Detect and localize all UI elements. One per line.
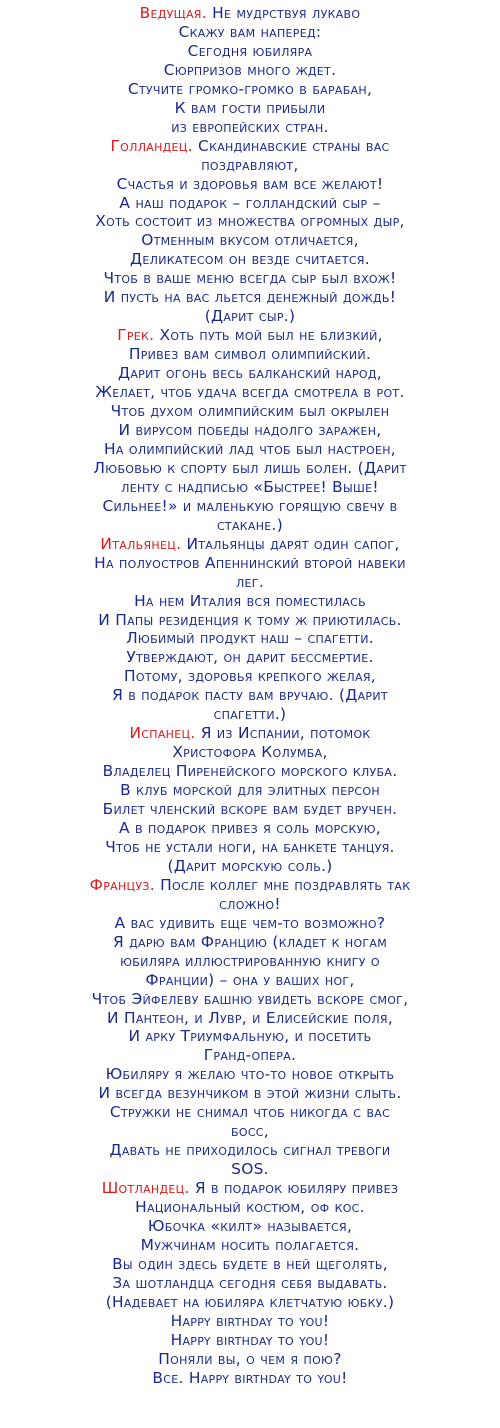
line-text: Вы один здесь будете в ней щеголять,: [112, 1254, 388, 1273]
poem-line: [2, 175, 498, 194]
line-text: Я в подарок юбиляру привез: [189, 1179, 399, 1198]
poem-line: [2, 914, 498, 933]
line-text: Национальный костюм, оф кос.: [135, 1198, 365, 1217]
line-text: Стружки не снимал чтоб никогда с вас: [109, 1103, 391, 1122]
speaker-line: [2, 724, 498, 743]
line-text: На нем Италия вся поместилась: [134, 591, 366, 610]
line-text: из европейских стран.: [171, 117, 329, 136]
line-text: И вирусом победы надолго заражен,: [118, 420, 382, 439]
poem-line: [2, 478, 498, 497]
line-text: Гранд-опера.: [203, 1046, 297, 1065]
line-text: После коллег мне поздравлять так: [154, 875, 411, 894]
line-text: Счастья и здоровья вам все желают!: [116, 174, 384, 193]
poem-line: [2, 686, 498, 705]
poem-line: [2, 592, 498, 611]
line-text: А вас удивить еще чем-то возможно?: [114, 913, 386, 932]
line-text: ленту с надписью «Быстрее! Выше!: [121, 477, 379, 496]
poem-line: [2, 895, 498, 914]
line-text: SOS.: [231, 1160, 269, 1179]
line-text: спагетти.): [213, 705, 287, 724]
poem-line: [2, 383, 498, 402]
line-text: Билет членский вскоре вам будет вручен.: [102, 800, 398, 819]
line-text: (Дарит сыр.): [204, 307, 296, 326]
poem-line: [2, 212, 498, 231]
poem-line: [2, 61, 498, 80]
line-text: И Папы резиденция к тому ж приютилась.: [98, 610, 402, 629]
poem-line: [2, 516, 498, 535]
poem-line: [2, 1065, 498, 1084]
speaker-line: [2, 4, 498, 23]
poem-line: [2, 819, 498, 838]
line-text: За шотландца сегодня себя выдавать.: [112, 1273, 388, 1292]
line-text: Сегодня юбиляра: [187, 41, 313, 60]
poem-line: [2, 781, 498, 800]
line-text: Потому, здоровья крепкого желая,: [124, 667, 376, 686]
line-text: Я из Испании, потомок: [195, 724, 371, 743]
speaker-line: [2, 1179, 498, 1198]
poem-line: [2, 1236, 498, 1255]
line-text: поздравляют,: [201, 155, 299, 174]
poem-line: [2, 99, 498, 118]
poem-line: [2, 1293, 498, 1312]
speaker-line: [2, 326, 498, 345]
line-text: Чтоб Эйфелеву башню увидеть вскоре смог,: [91, 989, 409, 1008]
line-text: Не мудрствуя лукаво: [206, 4, 361, 22]
poem-line: [2, 421, 498, 440]
poem-line: [2, 118, 498, 137]
poem-line: [2, 762, 498, 781]
line-text: Христофора Колумба,: [172, 743, 328, 762]
line-text: Скандинавские страны вас: [192, 136, 390, 155]
poem-line: [2, 23, 498, 42]
line-text: Сюрпризов много ждет.: [163, 60, 337, 79]
line-text: лег.: [235, 572, 265, 591]
line-text: Юбочка «килт» называется,: [147, 1217, 353, 1235]
line-text: Любовью к спорту был лишь болен. (Дарит: [93, 458, 407, 477]
poem-line: [2, 838, 498, 857]
line-text: Утверждают, он дарит бессмертие.: [126, 648, 374, 667]
line-text: Чтоб в ваше меню всегда сыр был вхож!: [103, 269, 397, 288]
line-text: На олимпийский лад чтоб был настроен,: [104, 439, 396, 458]
poem-line: [2, 194, 498, 213]
poem-line: [2, 1027, 498, 1046]
line-text: Хоть путь мой был не близкий,: [154, 326, 383, 345]
line-text: Happy birthday to you!: [170, 1311, 330, 1330]
line-text: Дарит огонь весь балканский народ,: [118, 364, 382, 383]
line-text: В клуб морской для элитных персон: [120, 781, 380, 800]
poem-line: [2, 990, 498, 1009]
line-text: Мужчинам носить полагается.: [140, 1235, 360, 1254]
poem-line: [2, 156, 498, 175]
line-text: Деликатесом он везде считается.: [130, 250, 370, 269]
poem-line: [2, 743, 498, 762]
line-text: Владелец Пиренейского морского клуба.: [102, 762, 398, 781]
poem-line: [2, 440, 498, 459]
line-text: И арку Триумфальную, и посетить: [128, 1027, 372, 1046]
line-text: Стучите громко-громко в барабан,: [127, 79, 373, 98]
speaker-name: Испанец.: [129, 724, 196, 743]
speaker-line: [2, 876, 498, 895]
line-text: Все. Happy birthday to you!: [152, 1368, 348, 1387]
poem-line: [2, 1274, 498, 1293]
poem-line: [2, 364, 498, 383]
line-text: А наш подарок – голландский сыр –: [119, 193, 381, 212]
poem-line: [2, 705, 498, 724]
poem-line: [2, 1009, 498, 1028]
line-text: Скажу вам наперед:: [178, 22, 322, 41]
line-text: Привез вам символ олимпийский.: [128, 345, 372, 364]
line-text: Давать не приходилось сигнал тревоги: [109, 1141, 391, 1160]
poem-line: [2, 1217, 498, 1236]
poem-line: [2, 857, 498, 876]
poem-line: [2, 971, 498, 990]
poem-line: [2, 667, 498, 686]
line-text: И всегда везунчиком в этой жизни слыть.: [98, 1084, 402, 1103]
line-text: Чтоб духом олимпийским был окрылен: [110, 402, 390, 421]
poem-line: [2, 1369, 498, 1388]
line-text: Любимый продукт наш – спагетти.: [126, 629, 374, 648]
poem-line: [2, 459, 498, 478]
poem-line: [2, 933, 498, 952]
poem-line: [2, 573, 498, 592]
speaker-name: Ведущая.: [139, 4, 207, 22]
line-text: Чтоб не устали ноги, на банкете танцуя.: [105, 837, 395, 856]
line-text: И Пантеон, и Лувр, и Елисейские поля,: [106, 1008, 394, 1027]
line-text: (Дарит морскую соль.): [167, 856, 333, 875]
line-text: Итальянцы дарят один сапог,: [181, 534, 400, 553]
poem-line: [2, 80, 498, 99]
poem-line: [2, 1046, 498, 1065]
poem-line: [2, 497, 498, 516]
poem-line: [2, 269, 498, 288]
speaker-line: [2, 137, 498, 156]
line-text: юбиляра иллюстрированную книгу о: [120, 951, 380, 970]
poem-line: [2, 800, 498, 819]
line-text: Поняли вы, о чем я пою?: [158, 1349, 342, 1368]
poem-line: [2, 345, 498, 364]
line-text: Юбиляру я желаю что-то новое открыть: [105, 1065, 395, 1084]
line-text: К вам гости прибыли: [174, 98, 326, 117]
poem-line: [2, 1198, 498, 1217]
poem-line: [2, 1312, 498, 1331]
poem-line: [2, 554, 498, 573]
poem-line: [2, 648, 498, 667]
line-text: Желает, чтоб удача всегда смотрела в рот.: [95, 383, 405, 402]
line-text: Я дарю вам Францию (кладет к ногам: [112, 932, 388, 951]
poem-line: [2, 1255, 498, 1274]
poem-line: [2, 288, 498, 307]
line-text: Отменным вкусом отличается,: [141, 231, 359, 250]
line-text: И пусть на вас льется денежный дождь!: [103, 288, 397, 307]
line-text: Франции) – она у ваших ног,: [145, 970, 355, 989]
speaker-name: Француз.: [89, 875, 155, 894]
speaker-name: Голландец.: [110, 136, 193, 155]
poem-line: [2, 629, 498, 648]
poem-line: [2, 1160, 498, 1179]
poem-line: [2, 42, 498, 61]
poem-line: [2, 1350, 498, 1369]
line-text: Хоть состоит из множества огромных дыр,: [95, 212, 405, 231]
line-text: На полуостров Апеннинский второй навеки: [94, 553, 406, 572]
speaker-name: Грек.: [117, 326, 155, 345]
speaker-name: Шотландец.: [101, 1179, 190, 1198]
line-text: босс,: [231, 1122, 269, 1141]
speaker-name: Итальянец.: [100, 534, 182, 553]
poem-line: [2, 1141, 498, 1160]
poem-line: [2, 250, 498, 269]
poem-line: [2, 402, 498, 421]
poem-line: [2, 952, 498, 971]
line-text: А в подарок привез я соль морскую,: [118, 818, 381, 837]
line-text: Сильнее!» и маленькую горящую свечу в: [102, 496, 398, 515]
line-text: (Надевает на юбиляра клетчатую юбку.): [105, 1292, 395, 1311]
line-text: стакане.): [216, 515, 284, 534]
speaker-line: [2, 535, 498, 554]
poem-line: [2, 307, 498, 326]
poem-line: [2, 1103, 498, 1122]
line-text: Я в подарок пасту вам вручаю. (Дарит: [112, 686, 388, 705]
line-text: Happy birthday to you!: [170, 1330, 330, 1349]
poem-line: [2, 231, 498, 250]
poem-line: [2, 1331, 498, 1350]
poem-line: [2, 1122, 498, 1141]
line-text: сложно!: [219, 894, 281, 913]
poem-line: [2, 1084, 498, 1103]
poem-line: [2, 611, 498, 630]
